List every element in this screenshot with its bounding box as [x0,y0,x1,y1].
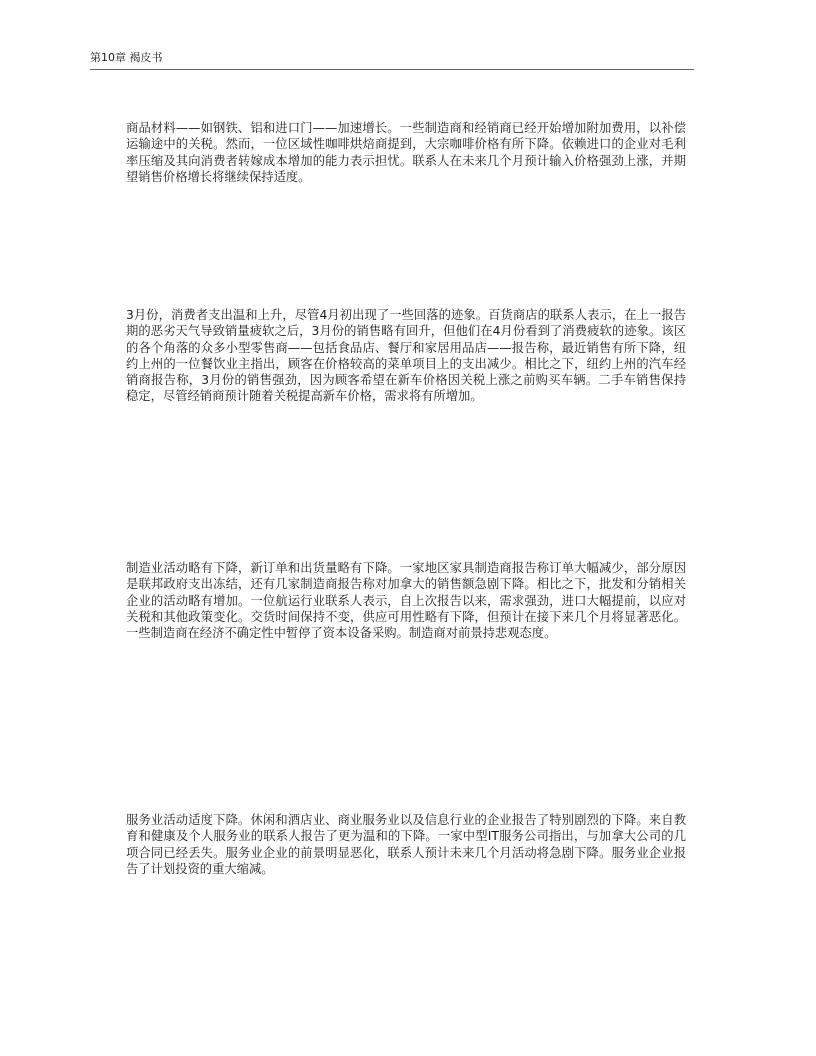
paragraph-manufacturing: 制造业活动略有下降，新订单和出货量略有下降。一家地区家具制造商报告称订单大幅减少，部分原因是联邦政府支出冻结，还有几家制造商报告称对加拿大的销售额急剧下降。相比之下，批发和分销相关企业的活动略有增加。一位航运行业联系人表示，自上次报告以来，需求强劲，进口大幅提前，以应对关税和其他政策变化。交货时间保持不变，供应可用性略有下降，但预计在接下来几个月将显著恶化。一些制造商在经济不确定性中暂停了资本设备采购。制造商对前景持悲观态度。 [126,561,686,641]
paragraph-services: 服务业活动适度下降。休闲和酒店业、商业服务业以及信息行业的企业报告了特别剧烈的下降。来自教育和健康及个人服务业的联系人报告了更为温和的下降。一家中型IT服务公司指出，与加拿大公司的几项合同已经丢失。服务业企业的前景明显恶化，联系人预计未来几个月活动将急剧下降。服务业企业报告了计划投资的重大缩减。 [126,813,686,876]
paragraph-consumer-spending: 3月份，消费者支出温和上升，尽管4月初出现了一些回落的迹象。百货商店的联系人表示，在上一报告期的恶劣天气导致销量疲软之后，3月份的销售略有回升，但他们在4月份看到了消费疲软的迹象。该区的各个角落的众多小型零售商——包括食品店、餐厅和家居用品店——报告称，最近销售有所下降，纽约上州的一位餐饮业主指出，顾客在价格较高的菜单项目上的支出减少。相比之下，纽约上州的汽车经销商报告称，3月份的销售强劲，因为顾客希望在新车价格因关税上涨之前购买车辆。二手车销售保持稳定，尽管经销商预计随着关税提高新车价格，需求将有所增加。 [126,308,686,404]
paragraph-commodity-prices: 商品材料——如钢铁、铝和进口门——加速增长。一些制造商和经销商已经开始增加附加费用，以补偿运输途中的关税。然而，一位区域性咖啡烘焙商提到，大宗咖啡价格有所下降。依赖进口的企业对毛利率压缩及其向消费者转嫁成本增加的能力表示担忧。联系人在未来几个月预计输入价格强劲上涨，并期望销售价格增长将继续保持适度。 [126,121,686,184]
running-header: 第10章 褐皮书 [90,51,163,64]
header-rule [90,69,694,70]
